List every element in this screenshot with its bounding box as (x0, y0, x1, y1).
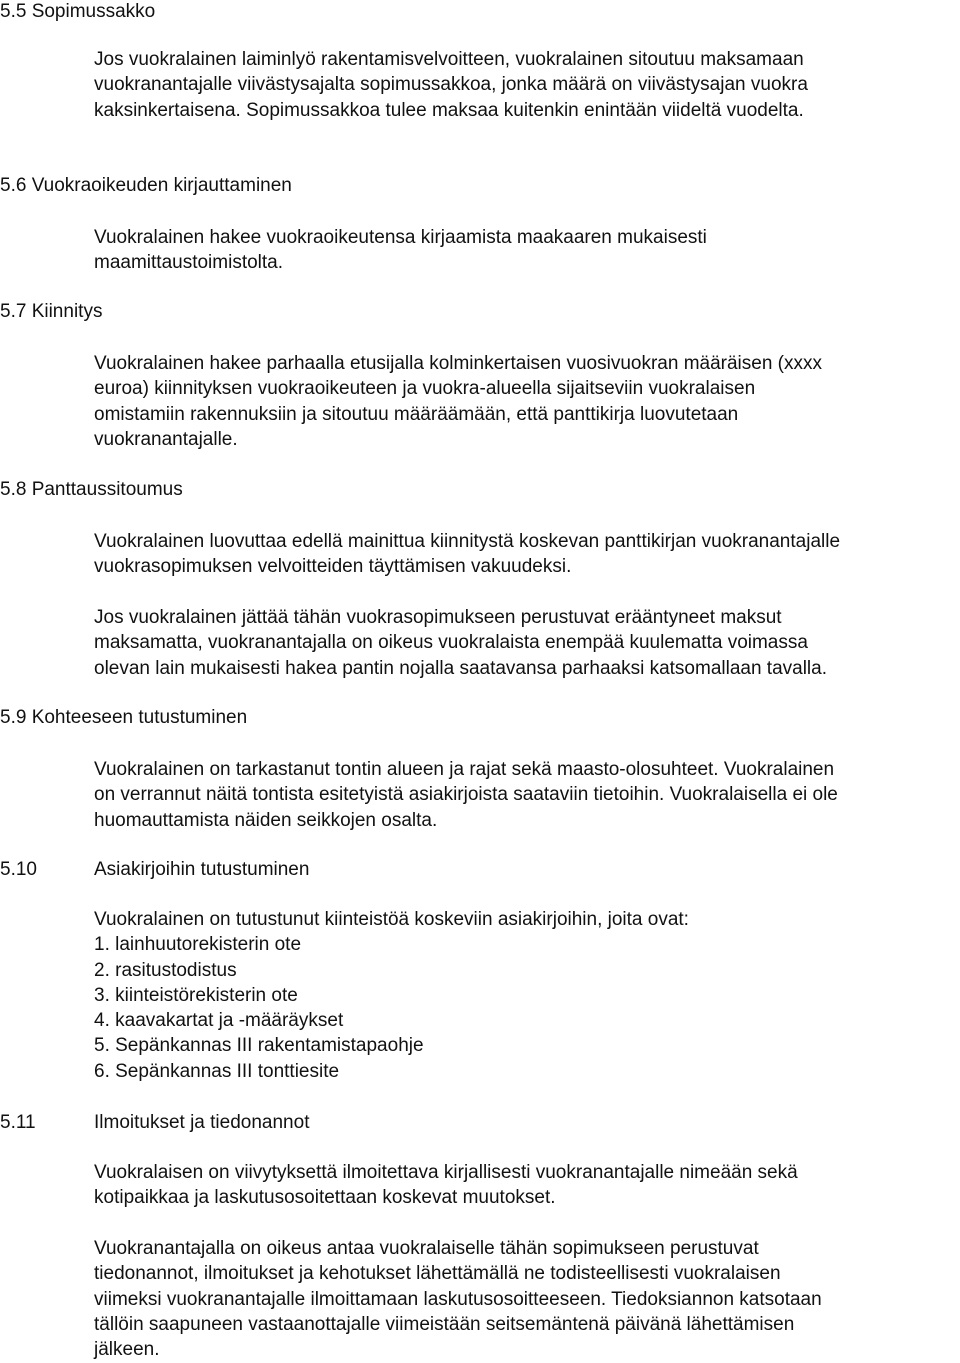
section-title: Ilmoitukset ja tiedonannot (94, 1112, 310, 1133)
text-line: vuokrasopimuksen velvoitteiden täyttämisen vakuudeksi. (94, 556, 572, 578)
text-line: kotipaikkaa ja laskutusosoitettaan koskevat muutokset. (94, 1187, 556, 1209)
text-line: viimeksi vuokranantajalle ilmoittamaan laskutusosoitteeseen. Tiedoksiannon katsotaan (94, 1288, 822, 1310)
text-line: Jos vuokralainen laiminlyö rakentamisvelvoitteen, vuokralainen sitoutuu maksamaan (94, 49, 804, 70)
paragraph-ilmoitukset-1 (94, 1160, 960, 1211)
text-line: jälkeen. (94, 1339, 160, 1361)
paragraph-panttaussitoumus-1 (94, 529, 960, 580)
text-line: tiedonannot, ilmoitukset ja kehotukset lähettämällä ne todisteellisesti vuokralaisen (94, 1263, 781, 1285)
text-line: on verrannut näitä tontista esitetyistä asiakirjoista saataviin tietoihin. Vuokralaisella ei ole (94, 784, 838, 806)
list-item: 3. kiinteistörekisterin ote (94, 984, 298, 1006)
section-heading-text: 5.5 Sopimussakko (0, 1, 156, 22)
section-heading-5-7 (0, 299, 102, 324)
section-heading-5-5 (0, 0, 155, 24)
section-heading-5-10 (0, 857, 309, 882)
paragraph-ilmoitukset-2 (94, 1236, 960, 1362)
text-line: Vuokranantajalla on oikeus antaa vuokralaiselle tähän sopimukseen perustuvat (94, 1238, 759, 1259)
text-line: huomauttamista näiden seikkojen osalta. (94, 809, 438, 831)
paragraph-kirjauttaminen (94, 225, 960, 276)
list-item: 5. Sepänkannas III rakentamistapaohje (94, 1035, 424, 1057)
section-heading-5-9 (0, 705, 247, 730)
text-line: Vuokralainen hakee parhaalla etusijalla kolminkertaisen vuosivuokran määräisen (xxxx (94, 353, 823, 374)
section-number: 5.11 (0, 1112, 36, 1133)
section-heading-5-11 (0, 1110, 309, 1135)
section-heading-text: 5.7 Kiinnitys (0, 301, 103, 322)
paragraph-kiinnitys (94, 351, 960, 452)
list-item: 1. lainhuutorekisterin ote (94, 934, 302, 956)
text-line: Jos vuokralainen jättää tähän vuokrasopimukseen perustuvat erääntyneet maksut (94, 607, 782, 628)
section-number: 5.10 (0, 859, 37, 880)
paragraph-sopimussakko (94, 47, 960, 123)
text-line: vuokranantajalle. (94, 428, 238, 450)
paragraph-kohteeseen-tutustuminen (94, 757, 960, 833)
text-line: Vuokralainen luovuttaa edellä mainittua kiinnitystä koskevan panttikirjan vuokranantajalle (94, 531, 841, 552)
text-line: euroa) kiinnityksen vuokraoikeuteen ja vuokra-alueella sijaitseviin vuokralaisen (94, 378, 756, 400)
paragraph-panttaussitoumus-2 (94, 605, 960, 681)
text-line: Vuokralainen on tutustunut kiinteistöä koskeviin asiakirjoihin, joita ovat: (94, 909, 689, 930)
section-title: Asiakirjoihin tutustuminen (94, 859, 310, 880)
section-heading-text: 5.9 Kohteeseen tutustuminen (0, 707, 248, 728)
text-line: Vuokralainen hakee vuokraoikeutensa kirjaamista maakaaren mukaisesti (94, 227, 707, 248)
section-heading-text: 5.6 Vuokraoikeuden kirjauttaminen (0, 175, 292, 196)
text-line: Vuokralaisen on viivytyksettä ilmoitettava kirjallisesti vuokranantajalle nimeään sekä (94, 1162, 798, 1183)
section-heading-5-8 (0, 477, 183, 502)
list-item: 4. kaavakartat ja -määräykset (94, 1010, 344, 1032)
text-line: Vuokralainen on tarkastanut tontin alueen ja rajat sekä maasto-olosuhteet. Vuokralainen (94, 759, 835, 780)
list-item: 6. Sepänkannas III tonttiesite (94, 1060, 340, 1082)
text-line: maksamatta, vuokranantajalla on oikeus vuokralaista enempää kuulematta voimassa (94, 632, 808, 654)
text-line: vuokranantajalle viivästysajalta sopimussakkoa, jonka määrä on viivästysajan vuokra (94, 74, 808, 96)
text-line: omistamiin rakennuksiin ja sitoutuu määräämään, että panttikirja luovutetaan (94, 403, 739, 425)
text-line: tällöin saapuneen vastaanottajalle viimeistään seitsemäntenä päivänä lähettämisen (94, 1313, 795, 1335)
section-heading-text: 5.8 Panttaussitoumus (0, 479, 183, 500)
paragraph-asiakirjat (94, 907, 960, 1084)
text-line: maamittaustoimistolta. (94, 252, 284, 274)
section-heading-5-6 (0, 173, 292, 198)
text-line: kaksinkertaisena. Sopimussakkoa tulee maksaa kuitenkin enintään viideltä vuodelta. (94, 99, 804, 121)
list-item: 2. rasitustodistus (94, 959, 237, 981)
text-line: olevan lain mukaisesti hakea pantin nojalla saatavansa parhaaksi katsomallaan tavalla. (94, 657, 828, 679)
